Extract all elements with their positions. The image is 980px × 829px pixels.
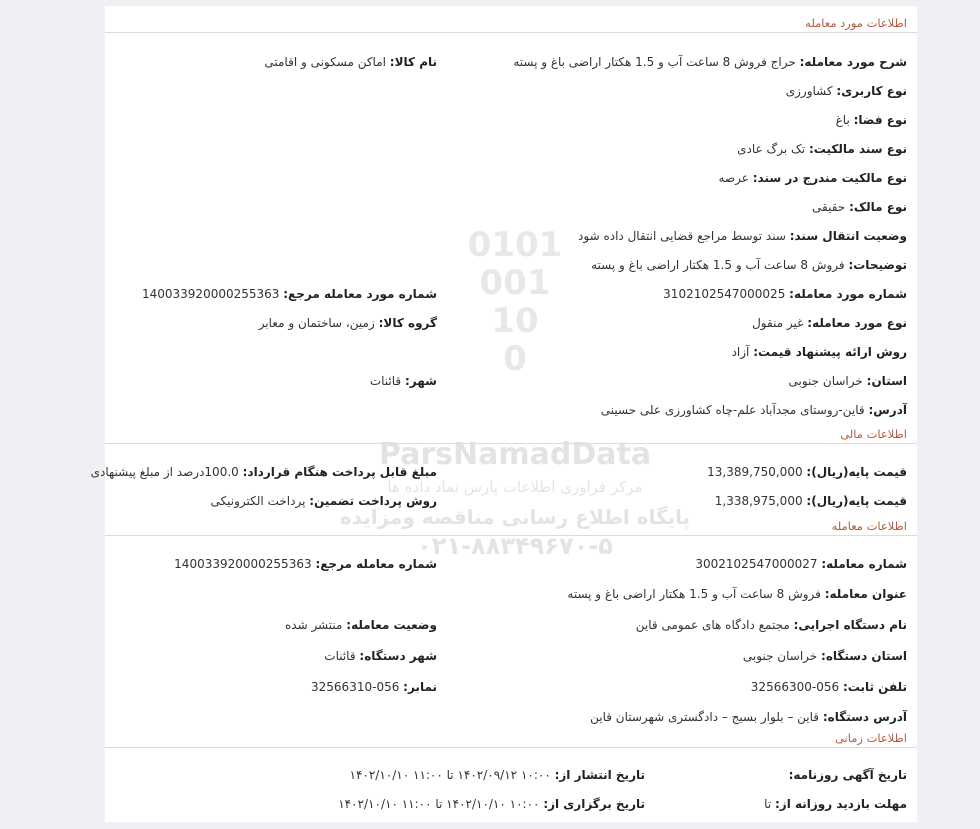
goods-name-label: نام کالا: [389,55,437,69]
ownership-in-deed-row [718,169,907,187]
svg-text:10: 10 [491,301,539,341]
transaction-title-value: فروش 8 ساعت آب و 1.5 هکتار اراضی باغ و پسته [567,587,821,601]
owner-type-row [812,198,907,216]
guarantee-method-row [211,492,437,510]
phone-row [751,678,907,696]
usage-value: کشاورزی [785,84,833,98]
transfer-status-value: سند توسط مراجع قضایی انتقال داده شود [578,229,786,243]
goods-name-row [264,53,437,71]
fax-row [311,678,437,696]
transaction-number-row [695,555,907,573]
transaction-ref-row [174,555,437,573]
newspaper-date-row [789,766,907,784]
base-price-2-label: قیمت پایه(ریال): [806,494,907,508]
province-value: خراسان جنوبی [788,374,863,388]
org-city-label: شهر دستگاه: [359,649,437,663]
transaction-ref-value: 140033920000255363 [174,557,312,571]
deal-number-value: 3102102547000025 [663,287,786,301]
org-province-row [743,647,907,665]
hold-date-label: تاریخ برگزاری از: [543,797,645,811]
executor-row [636,616,907,634]
svg-text:پایگاه اطلاع رسانی مناقصه ومزا: پایگاه اطلاع رسانی مناقصه ومزایده [339,505,691,529]
price-method-value: آزاد [731,345,750,359]
deal-number-row [663,285,907,303]
transaction-number-label: شماره معامله: [821,557,907,571]
goods-group-value: زمین، ساختمان و معابر [258,316,375,330]
hold-date-row [338,795,645,813]
org-province-label: استان دستگاه: [821,649,907,663]
address-value: قاین-روستای مجدآباد علم-چاه کشاورزی علی حسینی [600,403,865,417]
svg-text:001: 001 [479,263,551,303]
space-row [836,111,907,129]
goods-group-label: گروه کالا: [378,316,437,330]
section-financial-title: اطلاعات مالی [105,425,917,444]
deal-kind-row [752,314,907,332]
org-city-value: قائنات [324,649,356,663]
deal-description-row [513,53,907,71]
city-value: قائنات [369,374,402,388]
base-price-2-value: 1,338,975,000 [714,494,803,508]
transfer-status-label: وضعیت انتقال سند: [789,229,907,243]
org-city-row [324,647,437,665]
svg-text:۰۲۱-۸۸۳۴۹۶۷۰-۵: ۰۲۱-۸۸۳۴۹۶۷۰-۵ [417,532,613,560]
ownership-in-deed-label: نوع مالکیت مندرج در سند: [752,171,907,185]
notes-value: فروش 8 ساعت آب و 1.5 هکتار اراضی باغ و پسته [591,258,845,272]
transaction-title-label: عنوان معامله: [824,587,907,601]
org-address-value: قاین – بلوار بسیج – دادگستری شهرستان قاین [590,710,820,724]
org-address-row [590,708,907,726]
section-timing-title: اطلاعات زمانی [105,729,917,748]
deal-kind-label: نوع مورد معامله: [807,316,907,330]
phone-value: 056-32566300 [750,680,840,694]
transaction-title-row [567,585,907,603]
transaction-ref-label: شماره معامله مرجع: [315,557,437,571]
transaction-status-value: منتشر شده [284,618,343,632]
phone-label: تلفن ثابت: [842,680,907,694]
org-province-value: خراسان جنوبی [742,649,818,663]
transaction-status-row [285,616,437,634]
ownership-in-deed-value: عرصه [718,171,749,185]
space-label: نوع فضا: [853,113,907,127]
deal-kind-value: غیر منقول [752,316,804,330]
deal-number-label: شماره مورد معامله: [789,287,907,301]
notes-row [591,256,907,274]
guarantee-method-label: روش پرداخت تضمین: [309,494,437,508]
newspaper-date-label: تاریخ آگهی روزنامه: [788,768,907,782]
ref-number-value: 140033920000255363 [141,287,280,301]
transaction-number-value: 3002102547000027 [695,557,818,571]
ref-number-label: شماره مورد معامله مرجع: [283,287,437,301]
usage-label: نوع کاربری: [836,84,907,98]
goods-name-value: اماکن مسکونی و اقامتی [264,55,386,69]
usage-row [786,82,907,100]
province-label: استان: [866,374,907,388]
fax-label: نمابر: [403,680,437,694]
owner-type-label: نوع مالک: [849,200,907,214]
deal-description-label: شرح مورد معامله: [799,55,907,69]
section-deal-info-title: اطلاعات مورد معامله [105,14,917,33]
notes-label: توضیحات: [848,258,907,272]
svg-text:0101: 0101 [467,225,563,265]
deed-type-label: نوع سند مالکیت: [808,142,907,156]
goods-group-row [259,314,437,332]
svg-text:0: 0 [503,339,527,379]
price-method-label: روش ارائه پیشنهاد قیمت: [753,345,907,359]
ref-number-row [142,285,437,303]
org-address-label: آدرس دستگاه: [822,710,907,724]
auction-details-card [90,6,917,822]
deal-description-value: حراج فروش 8 ساعت آب و 1.5 هکتار اراضی باغ و پسته [513,55,796,69]
transfer-status-row [578,227,907,245]
deed-type-row [737,140,907,158]
base-price-1-row [707,463,907,481]
guarantee-method-value: پرداخت الکترونیکی [210,494,306,508]
visit-deadline-label: مهلت بازدید روزانه از: [775,797,907,811]
transaction-status-label: وضعیت معامله: [346,618,437,632]
visit-deadline-value: تا [764,797,772,811]
deed-type-value: تک برگ عادی [737,142,806,156]
address-label: آدرس: [868,403,907,417]
address-row [601,401,907,419]
publish-date-value: ۱۰:۰۰ ۱۴۰۲/۰۹/۱۲ تا ۱۱:۰۰ ۱۴۰۲/۱۰/۱۰ [349,768,551,782]
executor-label: نام دستگاه اجرایی: [793,618,907,632]
hold-date-value: ۱۰:۰۰ ۱۴۰۲/۱۰/۱۰ تا ۱۱:۰۰ ۱۴۰۲/۱۰/۱۰ [338,797,540,811]
publish-date-label: تاریخ انتشار از: [554,768,645,782]
contract-payment-value: 100.0درصد از مبلغ پیشنهادی [90,465,239,479]
visit-deadline-row [764,795,907,813]
fax-value: 056-32566310 [311,680,400,694]
contract-payment-row [91,463,437,481]
city-row [370,372,437,390]
svg-text:مرکز فراوری اطلاعات پارس نماد: مرکز فراوری اطلاعات پارس نماد داده ها [387,478,643,496]
base-price-1-value: 13,389,750,000 [707,465,803,479]
province-row [789,372,907,390]
base-price-2-row [715,492,907,510]
price-method-row [732,343,907,361]
owner-type-value: حقیقی [812,200,846,214]
space-value: باغ [835,113,850,127]
city-label: شهر: [405,374,437,388]
section-transaction-title: اطلاعات معامله [105,517,917,536]
publish-date-row [350,766,645,784]
base-price-1-label: قیمت پایه(ریال): [806,465,907,479]
executor-value: مجتمع دادگاه های عمومی قاین [635,618,790,632]
contract-payment-label: مبلغ قابل پرداخت هنگام قرارداد: [242,465,437,479]
svg-text:ParsNamadData: ParsNamadData [378,437,652,472]
